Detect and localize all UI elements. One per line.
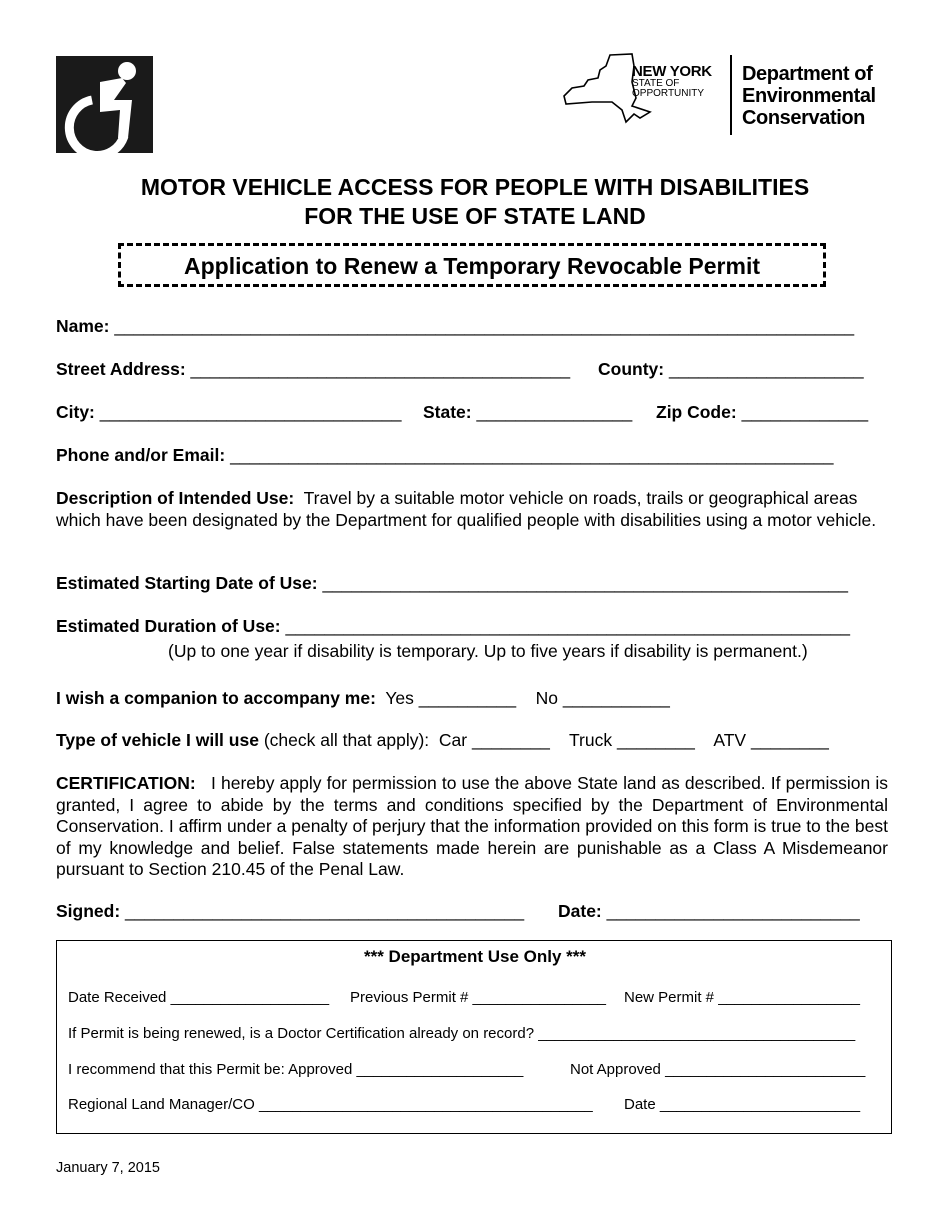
ny-logo-line1: NEW YORK	[632, 63, 712, 80]
recommend-label: I recommend that this Permit be: Approved	[68, 1061, 353, 1078]
duration-note: (Up to one year if disability is temporary. Up to five years if disability is permanent.)	[168, 641, 808, 661]
ny-state-logo	[632, 64, 712, 99]
doctor-question: If Permit is being renewed, is a Doctor Certification already on record?	[68, 1025, 535, 1042]
duration-field[interactable]: __________________________________________________________	[285, 616, 850, 636]
intended-use-text: Travel by a suitable motor vehicle on roads, trails or geographical areas which have been designated by the Department for qualified people with disabilities using a motor vehicle.	[56, 488, 877, 530]
street-label: Street Address:	[56, 359, 186, 379]
department-line3: Conservation	[742, 107, 866, 129]
revision-date: January 7, 2015	[56, 1160, 160, 1176]
vehicle-truck-label: Truck	[569, 730, 613, 750]
approved-field[interactable]: ____________________	[356, 1061, 524, 1078]
start-date-field[interactable]: ______________________________________________________	[322, 573, 849, 593]
department-line2: Environmental	[742, 85, 876, 107]
department-logo	[742, 63, 876, 129]
doctor-field[interactable]: ______________________________________	[538, 1025, 856, 1042]
companion-row	[56, 688, 670, 709]
zip-row	[656, 402, 868, 423]
intended-use-label: Description of Intended Use:	[56, 488, 295, 508]
ny-logo-line2: STATE OF	[632, 78, 680, 89]
form-title-line2: FOR THE USE OF STATE LAND	[304, 203, 646, 229]
companion-label: I wish a companion to accompany me:	[56, 688, 376, 708]
vehicle-car-field[interactable]: ________	[471, 730, 550, 750]
form-subtitle: Application to Renew a Temporary Revocable Permit	[118, 243, 826, 287]
manager-date-label: Date	[624, 1096, 656, 1113]
city-label: City:	[56, 402, 95, 422]
manager-label: Regional Land Manager/CO	[68, 1096, 255, 1113]
certification-paragraph	[56, 773, 888, 881]
previous-permit-label: Previous Permit #	[350, 989, 469, 1006]
duration-row	[56, 616, 850, 637]
sign-date-field[interactable]: __________________________	[606, 901, 860, 921]
vehicle-atv-field[interactable]: ________	[750, 730, 829, 750]
vehicle-row	[56, 730, 829, 751]
signed-label: Signed:	[56, 901, 121, 921]
new-permit-field[interactable]: _________________	[718, 989, 861, 1006]
county-field[interactable]: ____________________	[668, 359, 864, 379]
certification-text: I hereby apply for permission to use the above State land as described. If permission is granted, I agree to abide by the terms and conditions specified by the Department of Environmental Conservation. I affirm under a penalty of perjury that the information provided on this form is true to the best of my knowledge and belief. False statements made herein are punishable as a Class A Misdemeanor pursuant to Section 210.45 of the Penal Law.	[56, 773, 888, 879]
previous-permit-row	[350, 989, 606, 1006]
city-row	[56, 402, 401, 423]
manager-row	[68, 1096, 593, 1113]
manager-date-row	[624, 1096, 860, 1113]
vehicle-car-label: Car	[438, 730, 468, 750]
manager-field[interactable]: ________________________________________	[258, 1096, 593, 1113]
state-label: State:	[423, 402, 472, 422]
vehicle-atv-label: ATV	[713, 730, 747, 750]
new-permit-row	[624, 989, 860, 1006]
vehicle-label: Type of vehicle I will use	[56, 730, 259, 750]
doctor-row	[68, 1025, 855, 1042]
name-row	[56, 316, 854, 337]
manager-date-field[interactable]: ________________________	[659, 1096, 861, 1113]
sign-date-label: Date:	[558, 901, 602, 921]
companion-yes-field[interactable]: __________	[418, 688, 517, 708]
department-line1: Department of	[742, 63, 873, 85]
companion-no-label: No	[535, 688, 558, 708]
contact-row	[56, 445, 834, 466]
duration-label: Estimated Duration of Use:	[56, 616, 281, 636]
county-label: County:	[598, 359, 665, 379]
date-received-field[interactable]: ___________________	[170, 989, 330, 1006]
city-field[interactable]: _______________________________	[99, 402, 402, 422]
department-use-title: *** Department Use Only ***	[363, 947, 587, 966]
ny-logo-line3: OPPORTUNITY	[632, 88, 705, 99]
street-field[interactable]: _______________________________________	[190, 359, 571, 379]
previous-permit-field[interactable]: ________________	[472, 989, 607, 1006]
signed-field[interactable]: _________________________________________	[125, 901, 525, 921]
date-received-row	[68, 989, 329, 1006]
not-approved-label: Not Approved	[570, 1061, 661, 1078]
not-approved-row	[570, 1061, 865, 1078]
recommend-row	[68, 1061, 523, 1078]
companion-no-field[interactable]: ___________	[562, 688, 670, 708]
zip-label: Zip Code:	[656, 402, 737, 422]
not-approved-field[interactable]: ________________________	[665, 1061, 866, 1078]
form-title-line1: MOTOR VEHICLE ACCESS FOR PEOPLE WITH DISABILITIES	[140, 174, 810, 200]
intended-use-paragraph	[56, 488, 888, 531]
contact-field[interactable]: ______________________________________________________________	[230, 445, 834, 465]
date-received-label: Date Received	[68, 989, 167, 1006]
vehicle-truck-field[interactable]: ________	[616, 730, 695, 750]
name-label: Name:	[56, 316, 110, 336]
state-row	[423, 402, 632, 423]
vehicle-note: (check all that apply):	[263, 730, 430, 750]
signed-row	[56, 901, 524, 922]
sign-date-row	[558, 901, 860, 922]
contact-label: Phone and/or Email:	[56, 445, 226, 465]
start-date-row	[56, 573, 848, 594]
state-field[interactable]: ________________	[476, 402, 633, 422]
start-date-label: Estimated Starting Date of Use:	[56, 573, 318, 593]
logo-divider	[730, 55, 732, 135]
name-field[interactable]: ____________________________________________________________________________	[114, 316, 855, 336]
certification-label: CERTIFICATION:	[56, 773, 196, 793]
street-row	[56, 359, 570, 380]
county-row	[598, 359, 864, 380]
companion-yes-label: Yes	[385, 688, 414, 708]
new-permit-label: New Permit #	[624, 989, 715, 1006]
zip-field[interactable]: _____________	[741, 402, 869, 422]
accessible-wheelchair-icon	[56, 56, 153, 153]
